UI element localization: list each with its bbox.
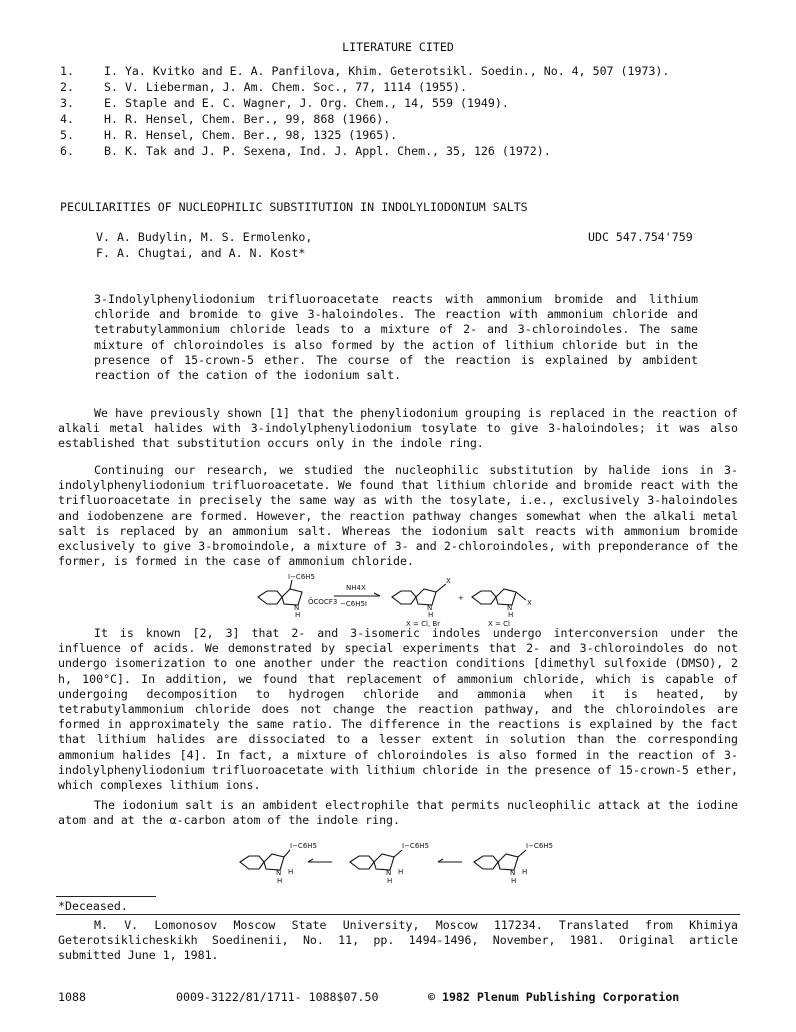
reaction-scheme-1 [250, 572, 570, 630]
scheme2-hydrogen: H [398, 868, 404, 876]
paragraph-4: The iodonium salt is an ambident electrophile that permits nucleophilic attack at the iodine atom and at the α-carbon atom of the indole ring. [58, 798, 738, 828]
scheme2-substituent: I−C6H5 [402, 842, 429, 850]
reference-item: 5. H. R. Hensel, Chem. Ber., 98, 1325 (1965). [60, 128, 398, 142]
scheme2-hydrogen: H [277, 877, 283, 885]
scheme1-hydrogen: H [295, 611, 301, 619]
scheme2-nitrogen: N [510, 869, 516, 877]
footnote: *Deceased. [58, 899, 128, 913]
reference-item: 2. S. V. Lieberman, J. Am. Chem. Soc., 77, 1114 (1955). [60, 80, 467, 94]
paragraph-1: We have previously shown [1] that the phenyliodonium grouping is replaced in the reaction of alkali metal halides with 3-indolylphenyliodonium tosylate to give 3-haloindoles; it was also established that substitution occurs only in the indole ring. [58, 406, 738, 451]
literature-heading: LITERATURE CITED [342, 40, 454, 54]
scheme1-label-2: X = Cl [488, 620, 510, 628]
scheme1-substituent: I−C6H5 [288, 573, 315, 581]
scheme1-nitrogen: N [294, 604, 300, 612]
authors-line-1: V. A. Budylin, M. S. Ermolenko, [96, 230, 313, 244]
scheme1-hydrogen: H [508, 611, 514, 619]
scheme1-hydrogen: H [428, 611, 434, 619]
reference-item: 1. I. Ya. Kvitko and E. A. Panfilova, Khim. Geterotsikl. Soedin., No. 4, 507 (1973). [60, 64, 670, 78]
scheme2-substituent: I−C6H5 [290, 842, 317, 850]
reference-item: 3. E. Staple and E. C. Wagner, J. Org. Chem., 14, 559 (1949). [60, 96, 509, 110]
affiliation-rule [56, 914, 740, 915]
paragraph-2: Continuing our research, we studied the nucleophilic substitution by halide ions in 3-indolylphenyliodonium trifluoroacetate. We found that lithium chloride and bromide react with the trifluoroacetate in precisely the same way as with the tosylate, i.e., exclusively 3-haloindoles and iodobenzene are formed. However, the reaction pathway changes somewhat when the alkali metal salt is replaced by an ammonium salt. Whereas the iodonium salt reacts with ammonium bromide exclusively to give 3-bromoindole, a mixture of 3- and 2-chloroindoles, with preponderance of the former, is formed in the case of ammonium chloride. [58, 463, 738, 569]
scheme1-plus: + [458, 594, 464, 602]
paragraph-3: It is known [2, 3] that 2- and 3-isomeric indoles undergo interconversion under the influence of acids. We demonstrated by special experiments that 2- and 3-chloroindoles do not undergo isomerization to one another under the reaction conditions [dimethyl sulfoxide (DMSO), 2 h, 100°C]. In addition, we found that replacement of ammonium chloride, which is capable of undergoing decomposition to hydrogen chloride and ammonia when it is heated, by tetrabutylammonium chloride does not change the reaction pathway, and the chloroindoles are formed in approximately the same ratio. The difference in the reactions is explained by the fact that lithium halides are dissociated to a lesser extent in solution than the corresponding ammonium halides [4]. In fact, a mixture of chloroindoles is also formed in the reaction of 3-indolylphenyliodonium trifluoroacetate with lithium chloride in the presence of 15-crown-5 ether, which complexes lithium ions. [58, 626, 738, 793]
footnote-rule [56, 896, 156, 897]
affiliation-note: M. V. Lomonosov Moscow State University, Moscow 117234. Translated from Khimiya Geterotsiklicheskikh Soedinenii, No. 11, pp. 1494-1496, November, 1981. Original article submitted June 1, 1981. [58, 918, 738, 963]
scheme1-label-1: X = Cl, Br [406, 620, 441, 628]
scheme2-hydrogen: H [387, 877, 393, 885]
scheme1-anion: ŌCOCF3 [308, 598, 338, 606]
scheme2-hydrogen: H [522, 868, 528, 876]
scheme1-nitrogen: N [507, 604, 513, 612]
scheme2-nitrogen: N [276, 869, 282, 877]
scheme1-x: X [527, 599, 532, 607]
udc-code: UDC 547.754'759 [588, 230, 693, 244]
scheme1-reagent: NH4X [346, 584, 366, 592]
scheme1-nitrogen: N [427, 604, 433, 612]
scheme2-substituent: I−C6H5 [526, 842, 553, 850]
reference-item: 4. H. R. Hensel, Chem. Ber., 99, 868 (1966). [60, 112, 391, 126]
authors-line-2: F. A. Chugtai, and A. N. Kost* [96, 246, 306, 260]
resonance-scheme-2 [232, 836, 572, 886]
scheme2-hydrogen: H [288, 868, 294, 876]
article-title: PECULIARITIES OF NUCLEOPHILIC SUBSTITUTION IN INDOLYLIODONIUM SALTS [60, 200, 528, 214]
reference-item: 6. B. K. Tak and J. P. Sexena, Ind. J. Appl. Chem., 35, 126 (1972). [60, 144, 551, 158]
page-number: 1088 [58, 990, 86, 1004]
scheme2-hydrogen: H [511, 877, 517, 885]
abstract: 3-Indolylphenyliodonium trifluoroacetate reacts with ammonium bromide and lithium chloride and bromide to give 3-haloindoles. The reaction with ammonium chloride and tetrabutylammonium chloride leads to a mixture of 2- and 3-chloroindoles. The same mixture of chloroindoles is also formed by the action of lithium chloride but in the presence of 15-crown-5 ether. The course of the reaction is explained by ambident reaction of the cation of the iodonium salt. [94, 292, 698, 383]
scheme2-nitrogen: N [386, 869, 392, 877]
scheme1-byproduct: −C6H5I [340, 600, 367, 608]
scheme1-x: X [446, 577, 451, 585]
article-code: 0009-3122/81/1711- 1088$07.50 [176, 990, 379, 1004]
copyright: © 1982 Plenum Publishing Corporation [428, 990, 680, 1004]
